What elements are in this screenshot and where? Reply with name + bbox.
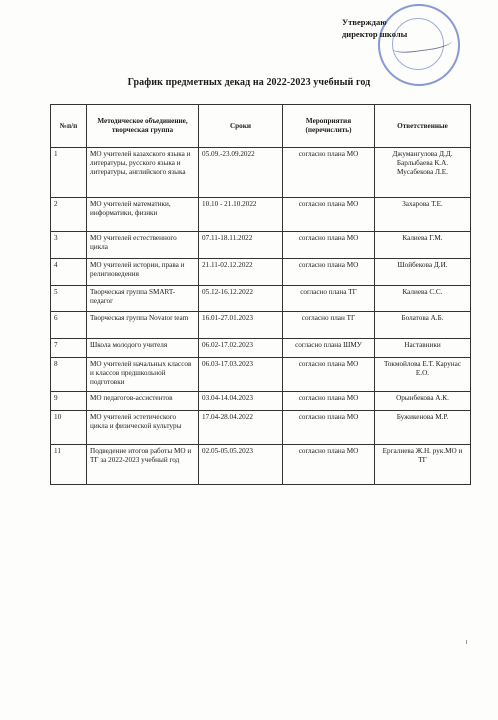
- cell-event: согласно план ТГ: [283, 312, 375, 339]
- cell-event: согласно плана МО: [283, 259, 375, 286]
- cell-dates: 21.11-02.12.2022: [199, 259, 283, 286]
- cell-group: МО учителей естественного цикла: [87, 232, 199, 259]
- cell-responsible: Калиева Г.М.: [375, 232, 471, 259]
- cell-responsible: Токмойлова Е.Т. Карунас Е.О.: [375, 358, 471, 392]
- cell-group: МО учителей истории, права и религиоведения: [87, 259, 199, 286]
- cell-dates: 07.11-18.11.2022: [199, 232, 283, 259]
- cell-responsible: Болатова А.Б.: [375, 312, 471, 339]
- schedule-table: [50, 104, 471, 485]
- table-row: [51, 198, 471, 232]
- cell-num: 5: [51, 286, 87, 312]
- cell-dates: 10.10 - 21.10.2022: [199, 198, 283, 232]
- header-responsible: Ответственные: [375, 105, 471, 148]
- cell-group: МО учителей математики, информатики, физики: [87, 198, 199, 232]
- table-row: [51, 259, 471, 286]
- cell-group: Творческая группа SMART-педагог: [87, 286, 199, 312]
- cell-group: Подведение итогов работы МО и ТГ за 2022-2023 учебный год: [87, 445, 199, 485]
- cell-group: Школа молодого учителя: [87, 339, 199, 358]
- cell-event: согласно плана ШМУ: [283, 339, 375, 358]
- cell-dates: 16.01-27.01.2023: [199, 312, 283, 339]
- cell-responsible: Ергалиева Ж.Н. рук.МО и ТГ: [375, 445, 471, 485]
- cell-num: 3: [51, 232, 87, 259]
- cell-responsible: Шойбекова Д.И.: [375, 259, 471, 286]
- table-row: [51, 358, 471, 392]
- cell-dates: 02.05-05.05.2023: [199, 445, 283, 485]
- table-row: [51, 339, 471, 358]
- cell-event: согласно плана МО: [283, 392, 375, 411]
- table-row: [51, 392, 471, 411]
- cell-group: МО учителей эстетического цикла и физической культуры: [87, 411, 199, 445]
- cell-responsible: Орынбекова А.К.: [375, 392, 471, 411]
- cell-dates: 17.04-28.04.2022: [199, 411, 283, 445]
- header-dates: Сроки: [199, 105, 283, 148]
- cell-dates: 05.12-16.12.2022: [199, 286, 283, 312]
- cell-event: согласно плана МО: [283, 411, 375, 445]
- table-row: [51, 232, 471, 259]
- cell-event: согласно плана МО: [283, 148, 375, 198]
- cell-dates: 05.09.-23.09.2022: [199, 148, 283, 198]
- cell-num: 8: [51, 358, 87, 392]
- cell-responsible: Захарова Т.Е.: [375, 198, 471, 232]
- cell-responsible: Джумангулова Д.Д. Барлыбаева К.А. Мусабекова Л.Е.: [375, 148, 471, 198]
- cell-num: 11: [51, 445, 87, 485]
- table-row: [51, 411, 471, 445]
- table-row: [51, 148, 471, 198]
- cell-responsible: Калиева С.С.: [375, 286, 471, 312]
- cell-event: согласно плана МО: [283, 232, 375, 259]
- cell-num: 9: [51, 392, 87, 411]
- approval-line-2: директор школы: [342, 29, 408, 39]
- cell-num: 4: [51, 259, 87, 286]
- cell-dates: 06.02-17.02.2023: [199, 339, 283, 358]
- table-row: [51, 312, 471, 339]
- table-header-row: [51, 105, 471, 148]
- cell-event: согласно плана МО: [283, 358, 375, 392]
- header-group: Методическое объединение, творческая группа: [87, 105, 199, 148]
- approval-line-1: Утверждаю: [342, 17, 387, 27]
- cell-num: 10: [51, 411, 87, 445]
- table-row: [51, 286, 471, 312]
- approval-block: [342, 16, 407, 40]
- cell-group: МО учителей казахского языка и литературы, русского языка и литературы, английского языка: [87, 148, 199, 198]
- cell-num: 7: [51, 339, 87, 358]
- cell-responsible: Наставники: [375, 339, 471, 358]
- header-num: №п/п: [51, 105, 87, 148]
- table-row: [51, 445, 471, 485]
- cell-num: 6: [51, 312, 87, 339]
- page-title: График предметных декад на 2022-2023 учебный год: [127, 77, 371, 88]
- cell-num: 2: [51, 198, 87, 232]
- cell-num: 1: [51, 148, 87, 198]
- cell-group: МО учителей начальных классов и классов предшкольной подготовки: [87, 358, 199, 392]
- cell-group: МО педагогов-ассистентов: [87, 392, 199, 411]
- cell-dates: 06.03-17.03.2023: [199, 358, 283, 392]
- cell-event: согласно плана МО: [283, 445, 375, 485]
- cell-responsible: Бужикенова М.Р.: [375, 411, 471, 445]
- scan-mark: [466, 640, 467, 644]
- cell-event: согласно плана МО: [283, 198, 375, 232]
- cell-group: Творческая группа Novator team: [87, 312, 199, 339]
- cell-dates: 03.04-14.04.2023: [199, 392, 283, 411]
- header-events: Мероприятия (перечислить): [283, 105, 375, 148]
- cell-event: согласно плана ТГ: [283, 286, 375, 312]
